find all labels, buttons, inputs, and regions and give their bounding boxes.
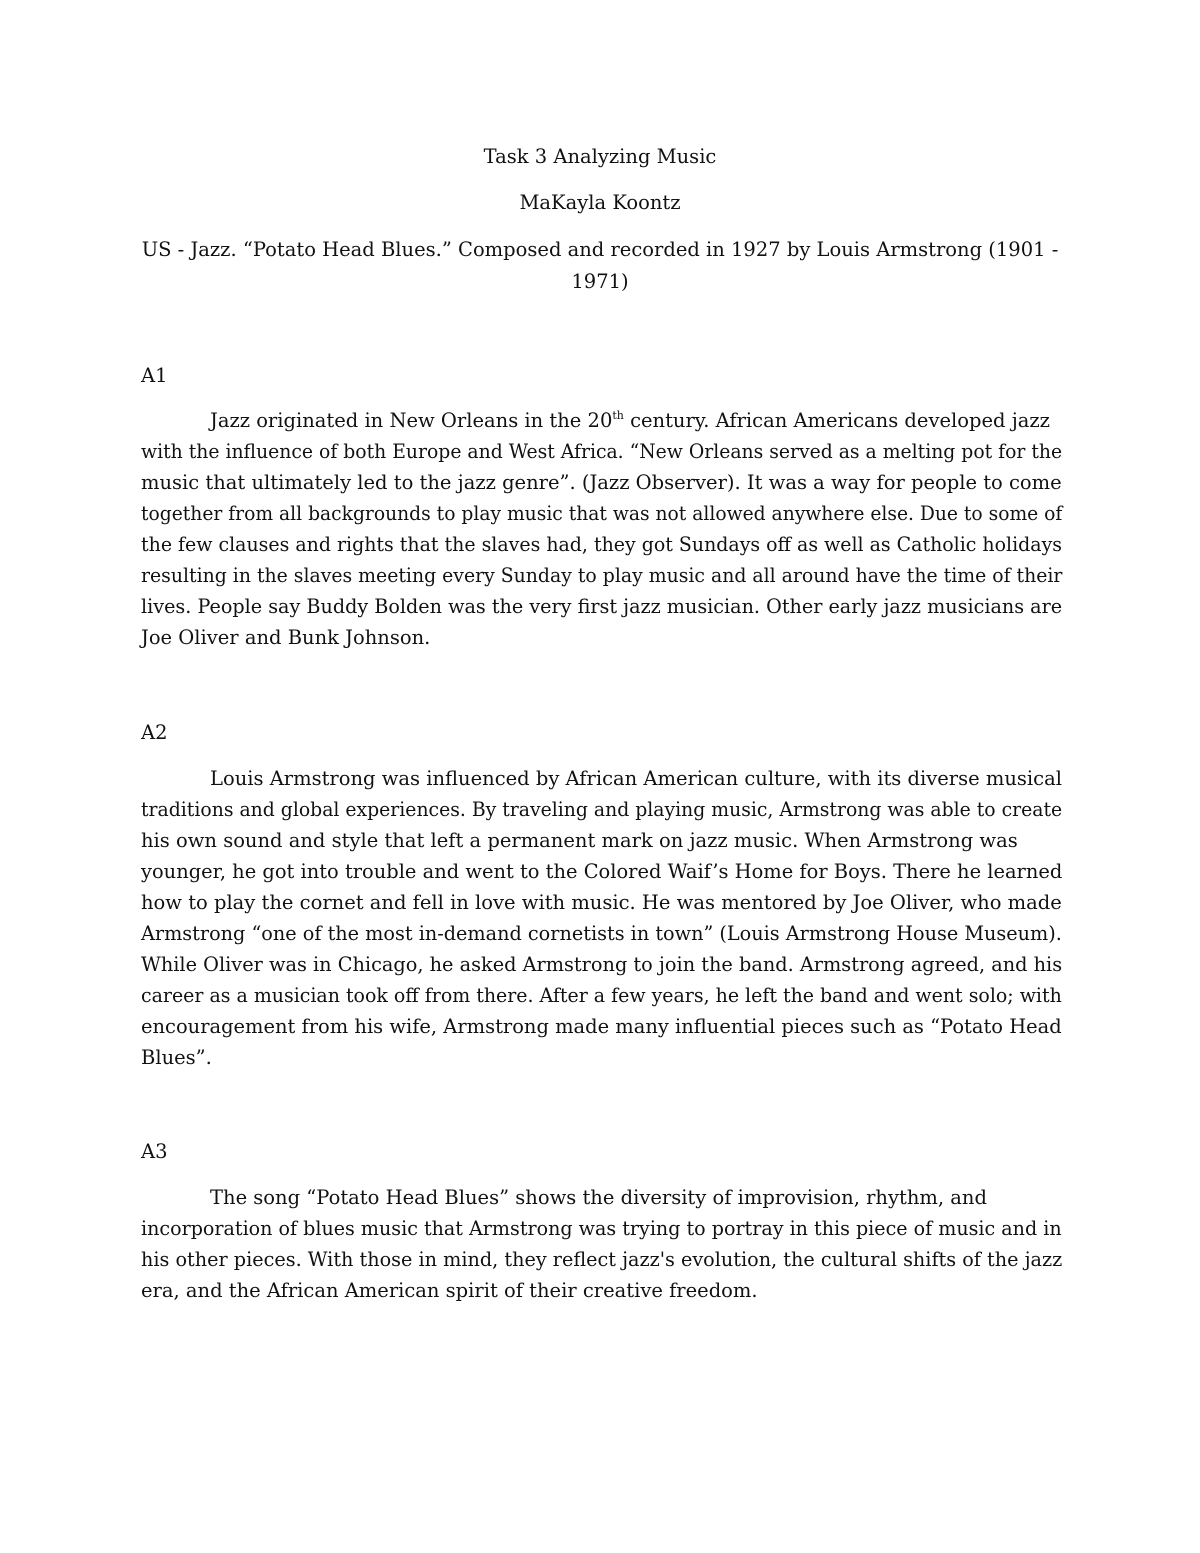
a2-paragraph-line: traditions and global experiences. By traveling and playing music, Armstrong was able to create [141,798,1063,821]
a1-paragraph-line: Joe Oliver and Bunk Johnson. [141,626,431,649]
section-heading-a3: A3 [141,1140,168,1163]
a2-paragraph-line: Armstrong “one of the most in-demand cornetists in town” (Louis Armstrong House Museum). [141,922,1062,945]
a1-paragraph-line: together from all backgrounds to play music that was not allowed anywhere else. Due to some of [141,502,1063,525]
a3-paragraph-line: incorporation of blues music that Armstrong was trying to portray in this piece of music and in [141,1217,1062,1240]
a2-paragraph-line: encouragement from his wife, Armstrong made many influential pieces such as “Potato Head [141,1015,1062,1038]
a2-paragraph-line: Louis Armstrong was influenced by African American culture, with its diverse musical [210,767,1062,790]
document-title: Task 3 Analyzing Music [483,145,717,168]
section-heading-a1: A1 [141,364,168,387]
a1-paragraph-line: lives. People say Buddy Bolden was the very first jazz musician. Other early jazz musicians are [141,595,1063,618]
a2-paragraph-line: While Oliver was in Chicago, he asked Armstrong to join the band. Armstrong agreed, and his [141,953,1063,976]
a2-paragraph-line: career as a musician took off from there. After a few years, he left the band and went solo; with [141,984,1062,1007]
a2-paragraph-line: his own sound and style that left a permanent mark on jazz music. When Armstrong was [141,829,1018,852]
subject-line-2: 1971) [571,270,629,293]
author-name: MaKayla Koontz [519,191,681,214]
a2-paragraph-line: younger, he got into trouble and went to the Colored Waif’s Home for Boys. There he learned [141,860,1063,883]
a1-paragraph-line: music that ultimately led to the jazz genre”. (Jazz Observer). It was a way for people to come [141,471,1062,494]
a3-paragraph-line: The song “Potato Head Blues” shows the diversity of improvision, rhythm, and [210,1186,987,1209]
a1-paragraph-line: with the influence of both Europe and West Africa. “New Orleans served as a melting pot for the [141,440,1063,463]
a2-paragraph-line: Blues”. [141,1046,212,1069]
a1-paragraph-line: resulting in the slaves meeting every Sunday to play music and all around have the time of their [141,564,1063,587]
a3-paragraph-line: his other pieces. With those in mind, they reflect jazz's evolution, the cultural shifts of the jazz [141,1248,1063,1271]
subject-line-1: US - Jazz. “Potato Head Blues.” Composed and recorded in 1927 by Louis Armstrong (1901 - [141,238,1059,261]
a2-paragraph-line: how to play the cornet and fell in love with music. He was mentored by Joe Oliver, who made [141,891,1062,914]
a1-paragraph-line: Jazz originated in New Orleans in the 20th century. African Americans developed jazz [210,409,1050,432]
section-heading-a2: A2 [141,721,168,744]
a3-paragraph-line: era, and the African American spirit of their creative freedom. [141,1279,758,1302]
a1-paragraph-line: the few clauses and rights that the slaves had, they got Sundays off as well as Catholic holidays [141,533,1063,556]
